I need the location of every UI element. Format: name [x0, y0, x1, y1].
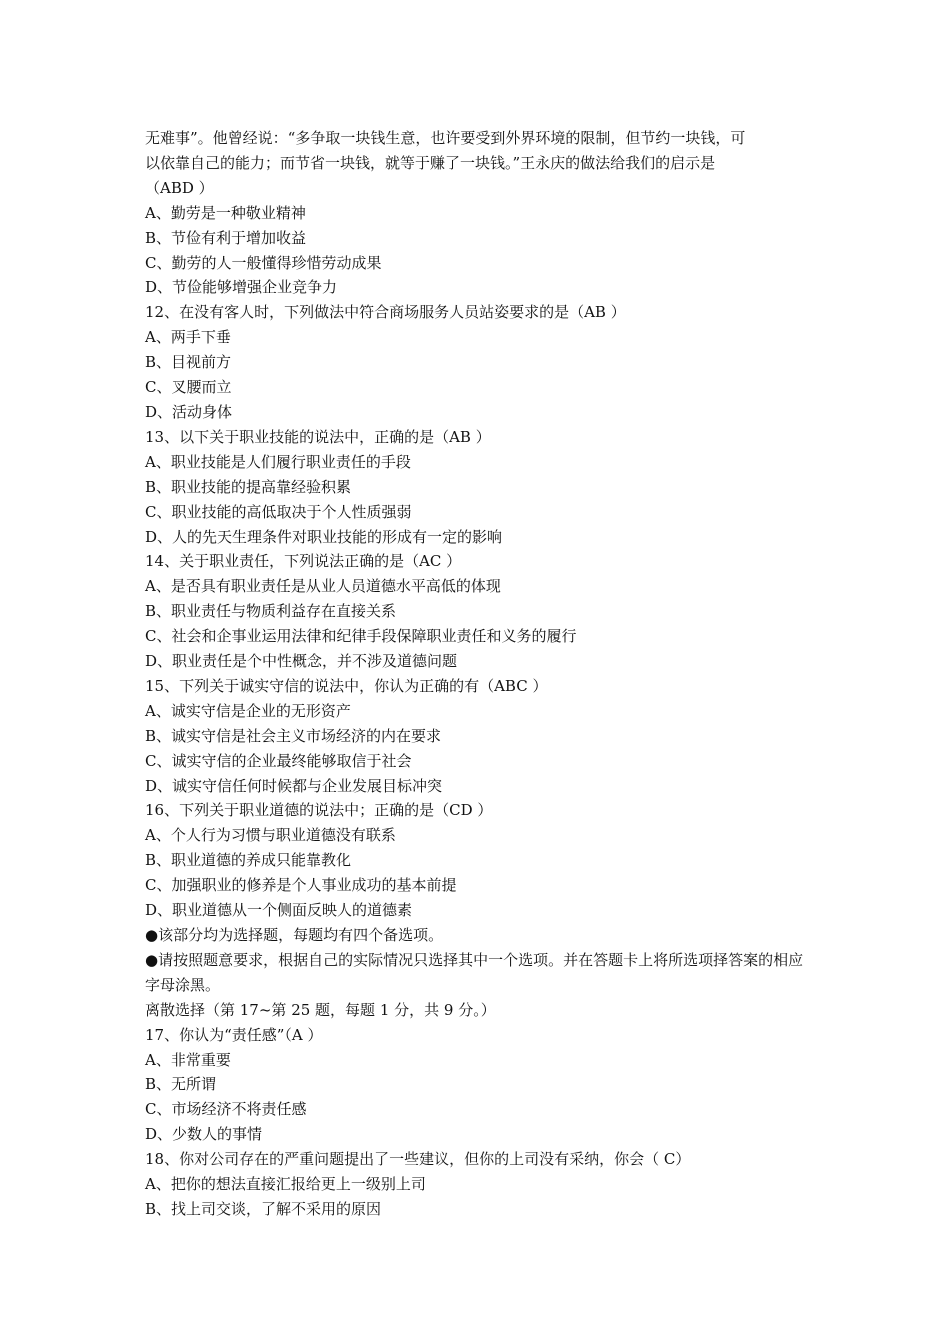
- q16-stem: 16、下列关于职业道德的说法中；正确的是（CD ）: [145, 801, 493, 820]
- q14-option-d: D、职业责任是个中性概念，并不涉及道德问题: [145, 652, 458, 671]
- q16-option-a: A、个人行为习惯与职业道德没有联系: [145, 826, 396, 845]
- q14-option-b: B、职业责任与物质利益存在直接关系: [145, 602, 397, 621]
- document-body: [145, 126, 813, 1222]
- q12-option-b: B、目视前方: [145, 353, 232, 372]
- q13-option-d: D、人的先天生理条件对职业技能的形成有一定的影响: [145, 527, 503, 546]
- q17-option-c: C、市场经济不将责任感: [145, 1100, 307, 1119]
- intro-line-2: 以依靠自己的能力；而节省一块钱，就等于赚了一块钱。”王永庆的做法给我们的启示是: [145, 153, 716, 172]
- q11-option-d: D、节俭能够增强企业竞争力: [145, 278, 338, 297]
- q16-option-c: C、加强职业的修养是个人事业成功的基本前提: [145, 876, 457, 895]
- q15-option-d: D、诚实守信任何时候都与企业发展目标冲突: [145, 776, 443, 795]
- q12-option-c: C、叉腰而立: [145, 378, 232, 397]
- q15-option-a: A、诚实守信是企业的无形资产: [145, 701, 351, 720]
- q18-option-a: A、把你的想法直接汇报给更上一级别上司: [145, 1175, 426, 1194]
- q17-option-b: B、无所谓: [145, 1075, 217, 1094]
- q11-option-b: B、节俭有利于增加收益: [145, 228, 307, 247]
- q11-option-c: C、勤劳的人一般懂得珍惜劳动成果: [145, 253, 382, 272]
- q15-option-b: B、诚实守信是社会主义市场经济的内在要求: [145, 726, 442, 745]
- q18-option-b: B、找上司交谈，了解不采用的原因: [145, 1199, 382, 1218]
- q14-option-a: A、是否具有职业责任是从业人员道德水平高低的体现: [145, 577, 501, 596]
- q16-option-d: D、职业道德从一个侧面反映人的道德素: [145, 901, 413, 920]
- q13-option-c: C、职业技能的高低取决于个人性质强弱: [145, 502, 412, 521]
- q18-stem: 18、你对公司存在的严重问题提出了一些建议，但你的上司没有采纳，你会（ C）: [145, 1150, 691, 1169]
- q12-stem: 12、在没有客人时，下列做法中符合商场服务人员站姿要求的是（AB ）: [145, 303, 626, 322]
- instruction-note-1: ●该部分均为选择题，每题均有四个备选项。: [145, 926, 444, 944]
- q15-option-c: C、诚实守信的企业最终能够取信于社会: [145, 751, 412, 770]
- q14-option-c: C、社会和企事业运用法律和纪律手段保障职业责任和义务的履行: [145, 627, 577, 646]
- intro-line-3: （ABD ）: [145, 178, 214, 197]
- q17-option-a: A、非常重要: [145, 1050, 231, 1069]
- instruction-note-2: ●请按照题意要求，根据自己的实际情况只选择其中一个选项。并在答题卡上将所选项择答案的相应字母涂黑。: [145, 950, 804, 994]
- q12-option-d: D、活动身体: [145, 402, 233, 421]
- q17-option-d: D、少数人的事情: [145, 1125, 263, 1144]
- q13-option-a: A、职业技能是人们履行职业责任的手段: [145, 452, 411, 471]
- section-heading: 离散选择（第 17~第 25 题，每题 1 分，共 9 分。）: [145, 1000, 496, 1019]
- q16-option-b: B、职业道德的养成只能靠教化: [145, 851, 352, 870]
- q13-option-b: B、职业技能的提高靠经验积累: [145, 477, 352, 496]
- q13-stem: 13、以下关于职业技能的说法中，正确的是（AB ）: [145, 427, 491, 446]
- q17-stem: 17、你认为“责任感”（A ）: [145, 1025, 323, 1044]
- q12-option-a: A、两手下垂: [145, 328, 231, 347]
- q15-stem: 15、下列关于诚实守信的说法中，你认为正确的有（ABC ）: [145, 676, 548, 695]
- q11-option-a: A、勤劳是一种敬业精神: [145, 203, 306, 222]
- intro-line-1: 无难事”。他曾经说：“多争取一块钱生意，也许要受到外界环境的限制，但节约一块钱，可: [145, 129, 746, 147]
- q14-stem: 14、关于职业责任，下列说法正确的是（AC ）: [145, 552, 462, 571]
